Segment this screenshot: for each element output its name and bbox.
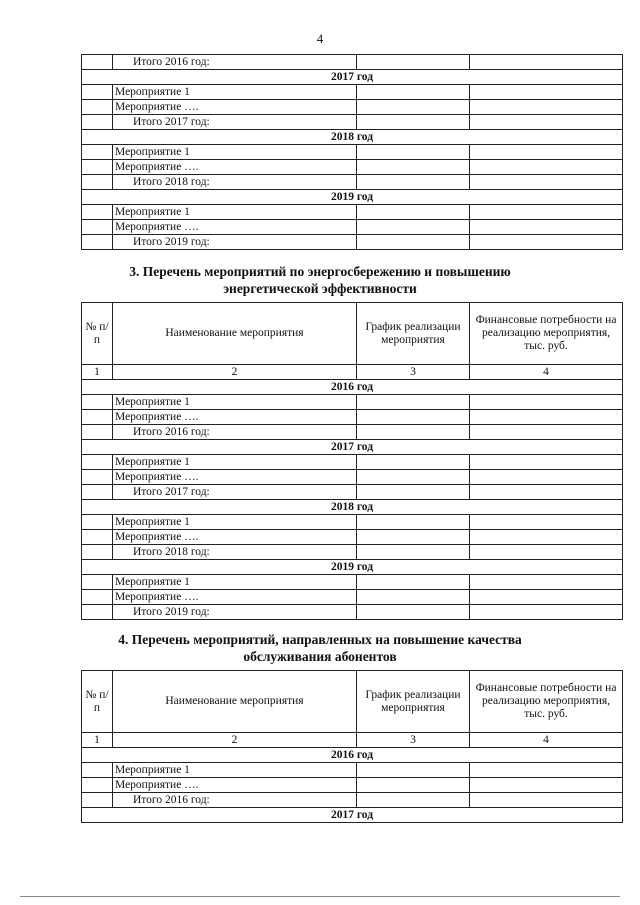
table-row xyxy=(82,425,623,440)
item-label: Мероприятие …. xyxy=(113,410,357,425)
table-row xyxy=(82,220,623,235)
header-name: Наименование мероприятия xyxy=(113,671,357,733)
year-label: 2018 год xyxy=(82,500,623,515)
total-label: Итого 2016 год: xyxy=(113,425,357,440)
table-row xyxy=(82,763,623,778)
table-continued xyxy=(81,54,623,250)
table-row xyxy=(82,205,623,220)
table-row xyxy=(82,605,623,620)
item-label: Мероприятие …. xyxy=(113,778,357,793)
header-finance: Финансовые потребности на реализацию мероприятия, тыс. руб. xyxy=(470,671,623,733)
year-label: 2017 год xyxy=(82,440,623,455)
table-row xyxy=(82,85,623,100)
item-label: Мероприятие 1 xyxy=(113,205,357,220)
year-row xyxy=(82,808,623,823)
item-label: Мероприятие 1 xyxy=(113,575,357,590)
item-label: Мероприятие …. xyxy=(113,220,357,235)
table-row xyxy=(82,175,623,190)
item-label: Мероприятие 1 xyxy=(113,395,357,410)
page-bottom-rule xyxy=(20,896,620,897)
table-row xyxy=(82,470,623,485)
item-label: Мероприятие 1 xyxy=(113,145,357,160)
year-row xyxy=(82,380,623,395)
year-row xyxy=(82,190,623,205)
header-schedule: График реализации мероприятия xyxy=(357,303,470,365)
header-schedule: График реализации мероприятия xyxy=(357,671,470,733)
total-label: Итого 2018 год: xyxy=(113,545,357,560)
table-row xyxy=(82,395,623,410)
total-label: Итого 2017 год: xyxy=(113,115,357,130)
table-section4 xyxy=(81,670,623,823)
item-label: Мероприятие 1 xyxy=(113,455,357,470)
header-finance: Финансовые потребности на реализацию мероприятия, тыс. руб. xyxy=(470,303,623,365)
col-number: 3 xyxy=(357,733,470,748)
item-label: Мероприятие …. xyxy=(113,530,357,545)
year-row xyxy=(82,70,623,85)
header-num: № п/п xyxy=(82,303,113,365)
table-row xyxy=(82,575,623,590)
item-label: Мероприятие …. xyxy=(113,160,357,175)
table-row xyxy=(82,100,623,115)
item-label: Мероприятие 1 xyxy=(113,763,357,778)
page-number: 4 xyxy=(316,31,324,46)
section3-title-line1: 3. Перечень мероприятий по энергосбережению и повышению xyxy=(129,264,511,279)
year-row xyxy=(82,130,623,145)
table-row xyxy=(82,235,623,250)
year-row xyxy=(82,440,623,455)
table-row xyxy=(82,410,623,425)
total-label: Итого 2017 год: xyxy=(113,485,357,500)
item-label: Мероприятие 1 xyxy=(113,515,357,530)
table-row xyxy=(82,455,623,470)
year-label: 2019 год xyxy=(82,560,623,575)
table-row xyxy=(82,545,623,560)
year-label: 2018 год xyxy=(82,130,623,145)
table-row xyxy=(82,590,623,605)
item-label: Мероприятие 1 xyxy=(113,85,357,100)
table-row xyxy=(82,530,623,545)
section3-title-line2: энергетической эффективности xyxy=(223,281,417,296)
year-label: 2019 год xyxy=(82,190,623,205)
col-number: 1 xyxy=(82,733,113,748)
col-number: 2 xyxy=(113,365,357,380)
table-header-row xyxy=(82,671,623,733)
table-row xyxy=(82,145,623,160)
table-header-row xyxy=(82,303,623,365)
header-num: № п/п xyxy=(82,671,113,733)
year-row xyxy=(82,748,623,763)
item-label: Мероприятие …. xyxy=(113,590,357,605)
table-row xyxy=(82,55,623,70)
year-label: 2017 год xyxy=(82,70,623,85)
section4-title-line2: обслуживания абонентов xyxy=(243,649,397,664)
item-label: Мероприятие …. xyxy=(113,100,357,115)
header-name: Наименование мероприятия xyxy=(113,303,357,365)
table-row xyxy=(82,115,623,130)
year-row xyxy=(82,500,623,515)
col-number: 1 xyxy=(82,365,113,380)
section4-title-line1: 4. Перечень мероприятий, направленных на повышение качества xyxy=(118,632,522,647)
col-number: 4 xyxy=(470,365,623,380)
col-number: 3 xyxy=(357,365,470,380)
table-row xyxy=(82,515,623,530)
total-label: Итого 2018 год: xyxy=(113,175,357,190)
year-label: 2016 год xyxy=(82,380,623,395)
col-number: 2 xyxy=(113,733,357,748)
total-label: Итого 2016 год: xyxy=(113,55,357,70)
table-section3 xyxy=(81,302,623,620)
year-row xyxy=(82,560,623,575)
table-row xyxy=(82,160,623,175)
table-row xyxy=(82,778,623,793)
year-label: 2016 год xyxy=(82,748,623,763)
total-label: Итого 2019 год: xyxy=(113,605,357,620)
table-row xyxy=(82,793,623,808)
col-number: 4 xyxy=(470,733,623,748)
item-label: Мероприятие …. xyxy=(113,470,357,485)
total-label: Итого 2016 год: xyxy=(113,793,357,808)
total-label: Итого 2019 год: xyxy=(113,235,357,250)
table-row xyxy=(82,485,623,500)
year-label: 2017 год xyxy=(82,808,623,823)
section4-title xyxy=(0,631,640,665)
column-numbers-row xyxy=(82,365,623,380)
section3-title xyxy=(0,263,640,297)
column-numbers-row xyxy=(82,733,623,748)
